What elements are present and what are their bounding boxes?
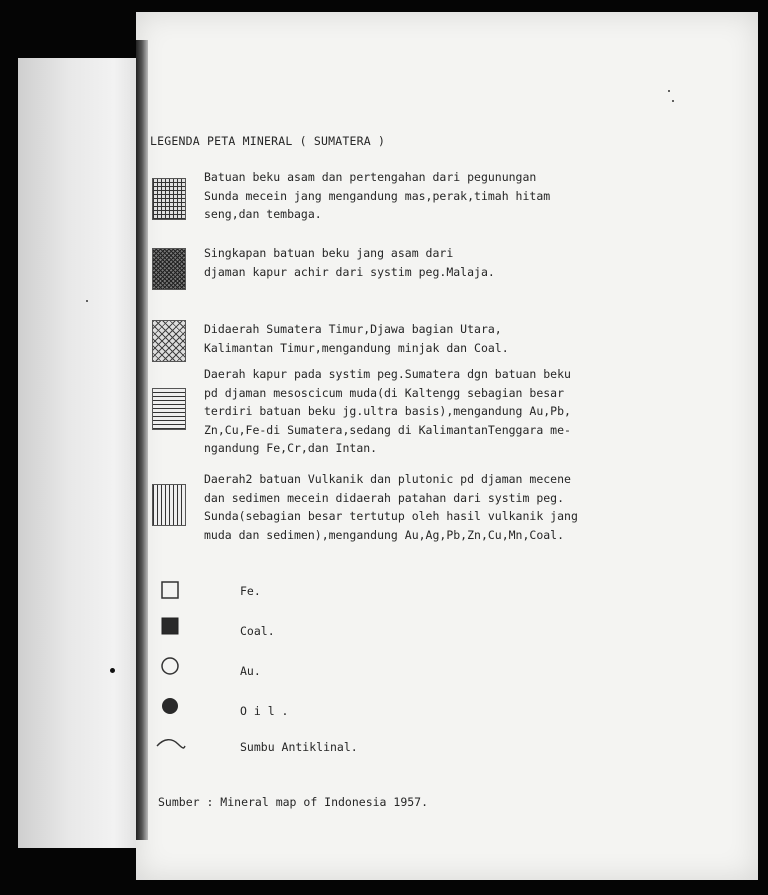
binding-shadow — [136, 40, 148, 840]
grid-pattern-icon — [152, 178, 186, 220]
symbol-label-coal: Coal. — [240, 624, 275, 638]
scan-speck — [672, 100, 674, 102]
symbol-label-fe: Fe. — [240, 584, 261, 598]
symbol-label-au: Au. — [240, 664, 261, 678]
entry-line: Kalimantan Timur,mengandung minjak dan Coal. — [204, 340, 509, 355]
legend-title: LEGENDA PETA MINERAL ( SUMATERA ) — [150, 134, 386, 148]
symbol-label-oil: O i l . — [240, 704, 289, 718]
entry-line: Daerah2 batuan Vulkanik dan plutonic pd djaman mecene — [204, 472, 571, 486]
anticline-line-icon — [156, 734, 186, 754]
open-square-icon — [160, 580, 180, 600]
legend-content — [150, 0, 670, 895]
previous-page-edge — [18, 58, 149, 848]
entry-line: Daerah kapur pada systim peg.Sumatera dgn batuan beku — [204, 367, 571, 381]
symbol-label-anticline: Sumbu Antiklinal. — [240, 740, 358, 754]
dense-pattern-icon — [152, 248, 186, 290]
scan-speck — [668, 90, 670, 92]
entry-line: terdiri batuan beku jg.ultra basis),mengandung Au,Pb, — [204, 404, 571, 418]
entry-line: muda dan sedimen),mengandung Au,Ag,Pb,Zn,Cu,Mn,Coal. — [204, 527, 565, 542]
legend-entry-1 — [204, 168, 550, 224]
open-circle-icon — [160, 656, 180, 676]
legend-entry-5 — [204, 470, 578, 544]
entry-line: seng,dan tembaga. — [204, 207, 322, 221]
entry-line: Singkapan batuan beku jang asam dari — [204, 246, 454, 260]
scan-speck — [110, 668, 115, 673]
filled-circle-icon — [160, 696, 180, 716]
entry-line: Zn,Cu,Fe-di Sumatera,sedang di KalimantanTenggara me- — [204, 422, 571, 437]
entry-line: Sunda(sebagian besar tertutup oleh hasil vulkanik jang — [204, 509, 578, 523]
entry-line: djaman kapur achir dari systim peg.Malaja. — [204, 264, 495, 279]
filled-square-icon — [160, 616, 180, 636]
entry-line: pd djaman mesoscicum muda(di Kaltengg sebagian besar — [204, 385, 565, 400]
entry-line: Didaerah Sumatera Timur,Djawa bagian Utara, — [204, 322, 502, 336]
entry-line: dan sedimen mecein didaerah patahan dari systim peg. — [204, 490, 565, 505]
horizontal-lines-pattern-icon — [152, 388, 186, 430]
vertical-lines-pattern-icon — [152, 484, 186, 526]
entry-line: ngandung Fe,Cr,dan Intan. — [204, 441, 378, 455]
legend-entry-2 — [204, 244, 495, 281]
legend-entry-3 — [204, 320, 509, 357]
source-note: Sumber : Mineral map of Indonesia 1957. — [158, 795, 429, 809]
entry-line: Sunda mecein jang mengandung mas,perak,timah hitam — [204, 188, 551, 203]
legend-entry-4 — [204, 365, 571, 458]
crosshatch-pattern-icon — [152, 320, 186, 362]
entry-line: Batuan beku asam dan pertengahan dari pegunungan — [204, 170, 537, 184]
scan-speck — [86, 300, 88, 302]
